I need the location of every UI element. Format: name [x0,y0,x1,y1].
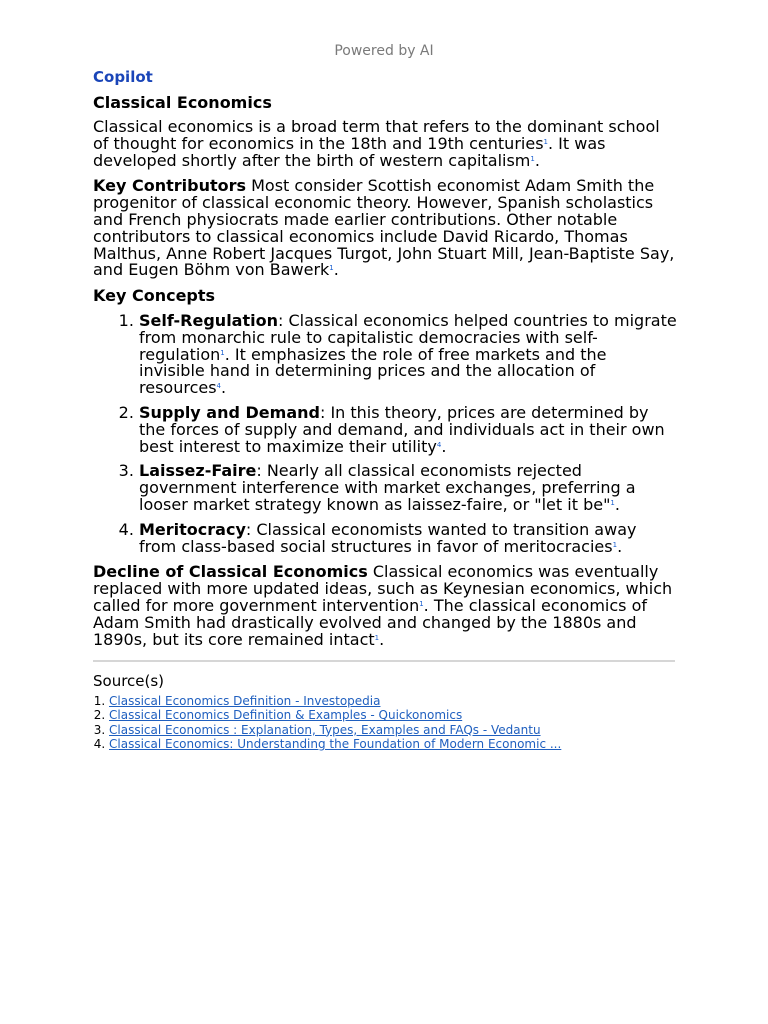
citation-marker[interactable]: 1 [220,348,225,357]
concept-label: Supply and Demand [139,402,320,422]
citation-marker[interactable]: 1 [530,154,535,163]
concept-text: . [221,378,227,398]
concept-text: : Classical economics helped countries to migrate from monarchic rule to capitalistic democracies with self-regulation [139,310,677,364]
citation-marker[interactable]: 4 [216,382,222,391]
decline-text-1: Classical economics was eventually replaced with more updated ideas, such as Keynesian economics, which called for more government intervention [93,562,673,615]
citation-marker[interactable]: 1 [419,599,424,608]
source-link-modern-economic[interactable]: Classical Economics: Understanding the Foundation of Modern Economic ... [109,736,562,751]
contributors-heading: Key Contributors [93,176,247,196]
citation-marker[interactable]: 4 [436,440,442,449]
concept-text: . [614,494,620,514]
sources-list [93,694,675,751]
concept-text: . [441,436,447,456]
citation-marker[interactable]: 1 [543,137,548,146]
concepts-list [93,310,677,556]
page-title: Classical Economics [93,93,272,112]
decline-text-2: . The classical economics of Adam Smith had drastically evolved and changed by the 1880s and 1890s, but its core remained intact [93,595,648,649]
source-link-vedantu[interactable]: Classical Economics : Explanation, Types, Examples and FAQs - Vedantu [109,722,541,737]
powered-by-label: Powered by AI [334,43,434,59]
concept-text: : Nearly all classical economists rejected government interference with market exchanges, preferring a looser market strategy known as laissez-faire, or "let it be" [139,461,636,514]
concept-label: Meritocracy [139,519,246,539]
source-item [109,737,675,751]
concept-item-meritocracy [139,519,677,556]
source-link-investopedia[interactable]: Classical Economics Definition - Investopedia [109,694,381,708]
intro-text-2: . It was developed shortly after the birth of western capitalism [93,133,606,170]
concept-text: . It emphasizes the role of free markets and the invisible hand in determining prices and the allocation of resources [139,344,607,398]
sources-heading: Source(s) [93,672,165,690]
source-item [109,708,675,722]
contributors-paragraph [93,178,677,279]
decline-paragraph [93,564,677,648]
contributors-end: . [333,260,339,280]
source-link-quickonomics[interactable]: Classical Economics Definition & Examples - Quickonomics [109,708,463,723]
copilot-brand: Copilot [93,68,153,86]
intro-paragraph [93,119,677,169]
concepts-heading: Key Concepts [93,286,216,306]
citation-marker[interactable]: 1 [329,264,334,273]
decline-text-3: . [379,629,385,649]
divider [93,660,675,662]
concept-text: : In this theory, prices are determined by the forces of supply and demand, and individuals act in their own best interest to maximize their utility [139,402,665,456]
concept-item-laissez-faire [139,463,677,513]
intro-text-3: . [534,150,540,170]
citation-marker[interactable]: 1 [610,498,615,507]
concept-label: Self-Regulation [139,310,278,330]
citation-marker[interactable]: 1 [612,540,618,549]
concept-text: : Classical economists wanted to transition away from class-based social structures in favor of meritocracies [139,519,637,556]
source-item [109,694,675,708]
source-item [109,723,675,737]
answer-body [93,119,677,657]
concept-item-self-regulation [139,310,677,398]
contributors-text: Most consider Scottish economist Adam Smith the progenitor of classical economic theory. However, Spanish scholastics and French physiocrats made earlier contributions. Other notable contributors to classical economics include David Ricardo, Thomas Malthus, Anne Robert Jacques Turgot, John Stuart Mill, Jean-Baptiste Say, and Eugen Böhm von Bawerk [93,176,675,280]
citation-marker[interactable]: 1 [374,633,380,642]
decline-heading: Decline of Classical Economics [93,562,368,582]
concept-label: Laissez-Faire [139,461,257,481]
concept-item-supply-demand [139,402,677,456]
concept-text: . [617,536,623,556]
intro-text-1: Classical economics is a broad term that refers to the dominant school of thought for economics in the 18th and 19th centuries [93,117,660,153]
